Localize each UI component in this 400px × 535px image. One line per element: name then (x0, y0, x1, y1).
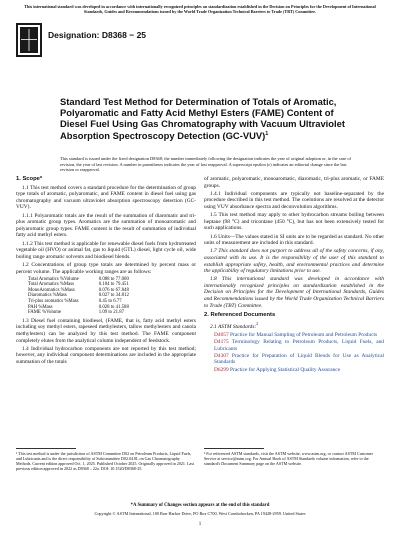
range-value: 0.104 to 79.451 (98, 282, 129, 288)
referenced-documents-heading: 2. Referenced Documents (204, 312, 276, 319)
reference-code[interactable]: D6299 (214, 366, 229, 373)
reference-d4175[interactable] (214, 339, 384, 352)
footnote-1: ¹ This test method is under the jurisdiction of ASTM Committee D02 on Petroleum Products, Liquid Fuels, and Lubricants and is the direct responsibility of Subcommittee D02.04.0L on Gas Chromatography Methods. Current edition approved Oct. 1, 2025. Published October 2025. Originally approved in 2021. Last previous edition approved in 2022 as D8368 – 22a. DOI: 10.1520/D8368-25. (16, 451, 195, 471)
reference-d6299[interactable] (214, 367, 384, 374)
range-value: 0.028 to 41.588 (98, 304, 129, 310)
para-1-6: 1.6 Units—The values stated in SI units are to be regarded as standard. No other units of measurement are included in this standard. (204, 233, 384, 247)
summary-of-changes-note: *A Summary of Changes section appears at the end of this standard (130, 503, 270, 508)
para-1-4-cont: of aromatic, polyaromatic, monoaromatic, diaromatic, tri-plus aromatic, or FAME groups. (204, 176, 384, 189)
reference-code[interactable]: D4057 (214, 331, 229, 338)
para-1-8: 1.8 This international standard was developed in accordance with internationally recognized principles on standardization established in the Decision on Principles for the Development of International Standards, Guides and Recommendations issued by the World Trade Organization Technical Barriers to Trade (TBT) Committee. (204, 276, 384, 309)
reference-title[interactable]: Practice for Manual Sampling of Petroleum and Petroleum Products (230, 331, 378, 338)
range-value: 0.45 to 6.77 (98, 299, 122, 305)
title-text: Standard Test Method for Determination of Totals of Aromatic, Polyaromatic and Fatty Acid Methyl Esters (FAME) Content of Diesel Fuel Using Gas Chromatography with Vacuum Ultraviolet Absorption Spectroscopy Detection (GC-VUV) (60, 96, 345, 142)
astm-standards-label: 2.1 ASTM Standards: (210, 323, 257, 330)
table-row (26, 310, 131, 316)
working-range-table (26, 277, 131, 316)
reference-code[interactable]: D4175 (214, 339, 229, 346)
para-1-3: 1.3 Diesel fuel containing biodiesel, (FAME, that is, fatty acid methyl esters including soy methyl esters, rapeseed methylesters, tallow methylesters and canola methylesters) can be analyzed by this test method. The FAME component completely elutes from the analytical column independent of feedstock. (16, 317, 196, 344)
para-1-5: 1.5 This test method may apply to other hydrocarbon streams boiling between heptane (98 °C) and tricontane (450 °C), but has not been extensively tested for such applications. (204, 212, 384, 232)
range-name: Total Aromatics %Volume (28, 276, 79, 282)
para-1-1-1: 1.1.1 Polyaromatic totals are the result of the summation of diaromatic and tri-plus aromatic group types. Aromatics are the summation of monoaromatic and polyaromatic group types. FAME content is the result of summation of individual fatty acid methyl esters. (16, 212, 196, 239)
footnote-divider-right (204, 448, 264, 449)
astm-logo (16, 23, 42, 57)
page-number: 1 (198, 522, 202, 527)
range-value: 0.088 to 77.000 (98, 276, 129, 282)
para-1-4-1: 1.4.1 Individual components are typically not baseline-separated by the procedure described in this test method. The coelutions are resolved at the detector using VUV absorbance spectra and deconvolution algorithms. (204, 190, 384, 210)
document-title (60, 96, 360, 141)
table-row (26, 299, 131, 305)
designation: Designation: D8368 − 25 (48, 30, 147, 40)
astm-standards-heading (204, 321, 384, 330)
para-1-7: 1.7 This standard does not purport to address all of the safety concerns, if any, associated with its use. It is the responsibility of the user of this standard to establish appropriate safety, health, and environmental practices and determine the applicability of regulatory limitations prior to use. (204, 248, 384, 275)
reference-d4057[interactable] (214, 332, 384, 339)
para-1-1-2: 1.1.2 This test method is applicable for renewable diesel fuels from hydrotreated vegetable oil (HVO) or animal fat, gas to liquid (GTL) diesel, light cycle oil, wide boiling range aromatic solvents and biodiesel blends. (16, 240, 196, 260)
reference-title[interactable]: Terminology Relating to Petroleum Products, Liquid Fuels, and Lubricants (214, 339, 384, 352)
title-footnote-mark: 1 (265, 131, 269, 137)
footnote-divider-left (16, 448, 76, 449)
range-value: 1.09 to 21.87 (98, 310, 125, 316)
range-name: MonoAromatics %Mass (28, 287, 75, 293)
footnote-2: ² For referenced ASTM standards, visit the ASTM website, www.astm.org, or contact ASTM Customer Service at service@astm.org. For Annual Book of ASTM Standards volume information, refer to the standard's Document Summary page on the ASTM website. (204, 451, 373, 466)
scope-heading: 1. Scope* (16, 176, 43, 182)
range-name: Tri-plus aromatics %Mass (28, 299, 79, 305)
footnote-mark: 2 (256, 321, 259, 326)
wto-notice: This international standard was developed in accordance with internationally recognized principles on standardization established in the Decision on Principles for the Development of International Standards, Guides and Recommendations issued by the World Trade Organization Technical Barriers to Trade (TBT) Committee. (24, 4, 376, 14)
copyright-line: Copyright © ASTM International, 100 Barr Harbor Drive, PO Box C700, West Conshohocken, PA 19428-2959. United States (94, 511, 306, 516)
reference-d4307[interactable] (214, 353, 384, 366)
reference-title[interactable]: Practice for Applying Statistical Quality Assurance (230, 366, 341, 373)
range-value: 0.027 to 34.812 (98, 293, 129, 299)
left-column (16, 176, 196, 367)
range-name: Total Aromatics %Mass (28, 282, 75, 288)
reference-title[interactable]: Practice for Preparation of Liquid Blends for Use as Analytical Standards (214, 352, 384, 366)
range-name: FAME %Volume (28, 310, 62, 316)
range-value: 0.076 to 67.848 (98, 287, 129, 293)
reference-code[interactable]: D4307 (214, 352, 229, 359)
para-1-1: 1.1 This test method covers a standard procedure for the determination of group type totals of aromatic, polyaromatic, and FAME content in diesel fuel using gas chromatography and vacuum ultraviolet absorption spectroscopy detection (GC-VUV). (16, 184, 196, 211)
range-name: Diaromatics %Mass (28, 293, 67, 299)
para-1-2: 1.2 Concentrations of group type totals are determined by percent mass or percent volume. The applicable working ranges are as follows: (16, 261, 196, 275)
standard-notice: This standard is issued under the fixed designation D8368; the number immediately following the designation indicates the year of original adoption or, in the case of revision, the year of last revision. A number in parentheses indicates the year of last reapproval. A superscript epsilon (ε) indicates an editorial change since the last revision or reapproval. (60, 156, 351, 173)
right-column (204, 176, 384, 374)
range-name: PAH %Mass (28, 304, 53, 310)
para-1-4: 1.4 Individual hydrocarbon components are not reported by this test method; however, any individual component determinations are included in the appropriate summation of the totals (16, 345, 196, 365)
